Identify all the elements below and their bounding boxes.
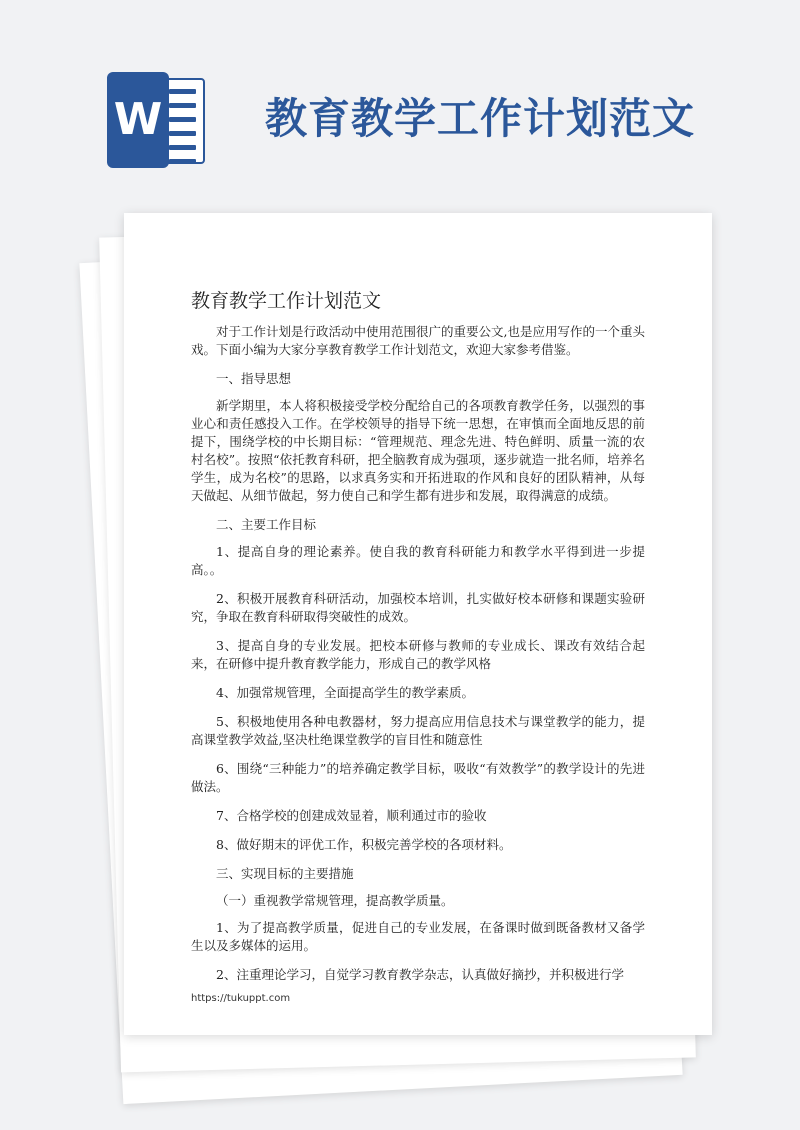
body-paragraph: 新学期里，本人将积极接受学校分配给自己的各项教育教学任务，以强烈的事业心和责任感投入工作。在学校领导的指导下统一思想，在审慎而全面地反思的前提下，围绕学校的中长期目标：“管理规范、理念先进、特色鲜明、质量一流的农村名校”。按照“依托教育科研，把全脑教育成为强项，逐步就造一批名师，培养名学生，成为名校”的思路，以求真务实和开拓进取的作风和良好的团队精神，从每天做起、从细节做起，努力使自己和学生都有进步和发展，取得满意的成绩。: [191, 398, 645, 503]
list-item: 3、提高自身的专业发展。把校本研修与教师的专业成长、课改有效结合起来，在研修中提升教育教学能力，形成自己的教学风格: [191, 638, 645, 671]
section-heading: 三、实现目标的主要措施: [216, 866, 354, 881]
word-letter-badge: W: [107, 72, 169, 168]
word-document-icon: [107, 72, 207, 168]
list-item: 6、围绕“三种能力”的培养确定教学目标，吸收“有效教学”的教学设计的先进做法。: [191, 761, 645, 794]
list-item: 2、积极开展教育科研活动，加强校本培训，扎实做好校本研修和课题实验研究，争取在教育科研取得突破性的成效。: [191, 591, 645, 624]
banner-title: 教育教学工作计划范文: [265, 94, 696, 143]
list-item: 8、做好期末的评优工作，积极完善学校的各项材料。: [216, 837, 512, 852]
list-item: 1、提高自身的理论素养。使自我的教育科研能力和教学水平得到进一步提高。。: [191, 544, 645, 577]
list-item: 5、积极地使用各种电教器材，努力提高应用信息技术与课堂教学的能力，提高课堂教学效益,坚决杜绝课堂教学的盲目性和随意性: [191, 714, 645, 747]
list-item: 4、加强常规管理，全面提高学生的教学素质。: [216, 685, 474, 700]
subsection-heading: （一）重视教学常规管理，提高教学质量。: [216, 893, 454, 908]
section-heading: 二、主要工作目标: [216, 517, 317, 532]
footer-url: https://tukuppt.com: [191, 993, 291, 1004]
section-heading: 一、指导思想: [216, 371, 292, 386]
header-banner: [0, 0, 800, 200]
list-item: 7、合格学校的创建成效显着，顺利通过市的验收: [216, 808, 487, 823]
document-title: 教育教学工作计划范文: [191, 290, 382, 312]
intro-paragraph: 对于工作计划是行政活动中使用范围很广的重要公文,也是应用写作的一个重头戏。下面小编为大家分享教育教学工作计划范文，欢迎大家参考借鉴。: [191, 324, 645, 357]
document-body: [191, 323, 645, 995]
list-item: 2、注重理论学习，自觉学习教育教学杂志，认真做好摘抄，并积极进行学: [216, 967, 624, 982]
document-page: [124, 213, 712, 1035]
list-item: 1、为了提高教学质量，促进自己的专业发展，在备课时做到既备教材又备学生以及多媒体的运用。: [191, 920, 645, 953]
